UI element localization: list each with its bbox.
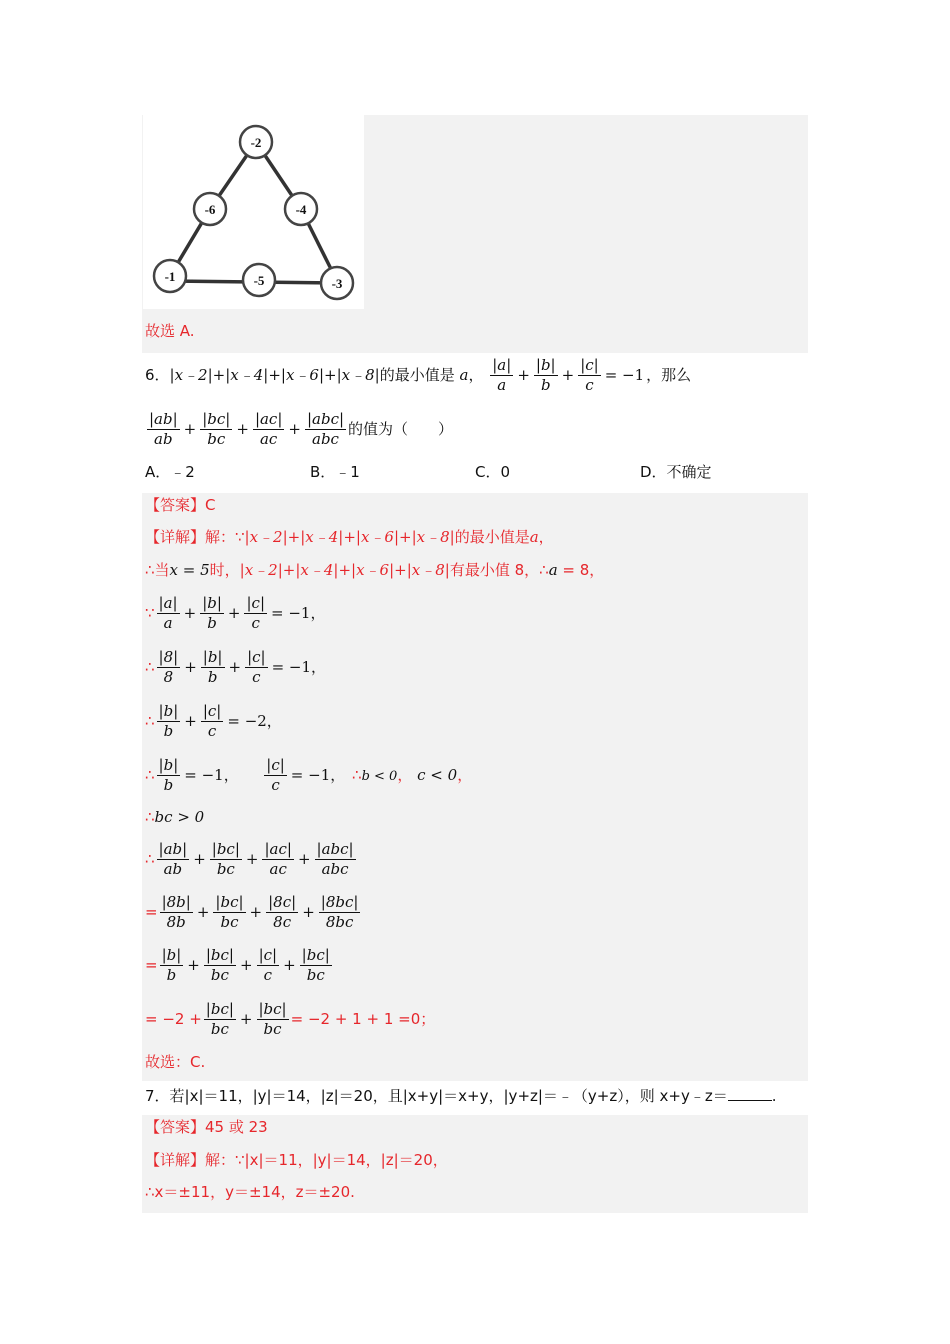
fraction xyxy=(160,946,184,985)
fraction-denominator: b xyxy=(207,668,218,686)
fraction-denominator: b xyxy=(163,722,174,740)
fraction-denominator: 8 xyxy=(163,668,174,686)
q7-stem xyxy=(145,1084,777,1107)
therefore-symbol: ∴ xyxy=(352,766,362,784)
fraction-numerator: |b| xyxy=(161,946,182,964)
q6-step-sub8: ∴ $\frac{|8|}{8}$ + $\frac{|b|}{b}$ + $\frac{|c|}{c}$ = −1， xyxy=(145,648,327,686)
fraction xyxy=(160,893,193,932)
detail-tail: 的最小值是 xyxy=(454,528,530,546)
fraction-denominator: abc xyxy=(312,430,339,448)
fraction xyxy=(204,1000,236,1039)
fraction-denominator: a xyxy=(163,614,173,632)
equals: = xyxy=(145,903,158,921)
separator: ， xyxy=(457,766,473,784)
q6-step-minus2: ∴ $\frac{|b|}{b}$ + $\frac{|c|}{c}$ = −2， xyxy=(145,702,282,740)
q6-number: 6． xyxy=(145,366,170,384)
x-equals-5: x = 5 xyxy=(169,561,210,579)
fraction-numerator: |8c| xyxy=(268,893,297,911)
fraction-numerator: |c| xyxy=(202,702,222,720)
q6-var-a: a xyxy=(459,366,469,384)
fraction-numerator: |bc| xyxy=(211,840,240,858)
fraction xyxy=(201,648,225,687)
node-label: -6 xyxy=(204,202,216,217)
fraction xyxy=(204,946,236,985)
therefore-symbol: ∴ xyxy=(145,808,155,826)
fraction-numerator: |bc| xyxy=(301,946,330,964)
fraction-numerator: |a| xyxy=(158,594,178,612)
fraction xyxy=(266,893,298,932)
fraction-numerator: |8b| xyxy=(161,893,191,911)
text: 有最小值 8，∴ xyxy=(449,561,549,579)
fraction xyxy=(210,840,242,879)
number-triangle-figure xyxy=(143,115,364,309)
answer-blank xyxy=(728,1084,772,1101)
node-label: -2 xyxy=(250,135,262,150)
fraction-denominator: 8b xyxy=(166,913,186,931)
fraction-numerator: |bc| xyxy=(215,893,244,911)
q7-detail-line2: ∴x＝±11，y＝±14，z＝±20. xyxy=(145,1183,355,1201)
q6-step-target: ∴ $\frac{|ab|}{ab}$ + $\frac{|bc|}{bc}$ + $\frac{|ac|}{ac}$ + $\frac{\text{|abc|}}{\text{abc}}$ xyxy=(145,840,354,878)
option-b: B．﹣1 xyxy=(310,463,360,481)
q6-step-s4: = −2 + $\frac{|bc|}{bc}$ + $\frac{|bc|}{bc}$ = −2 + 1 + 1 =0； xyxy=(145,1000,436,1038)
fraction-numerator: |b| xyxy=(158,702,179,720)
fraction-denominator: c xyxy=(207,722,217,740)
therefore-symbol: ∴ xyxy=(145,766,155,784)
node-label: -4 xyxy=(295,202,307,217)
fraction xyxy=(213,893,245,932)
fraction-denominator: b xyxy=(540,376,551,394)
q6-step-bc xyxy=(145,806,204,828)
fraction xyxy=(262,840,293,879)
q6-ask: 的值为（ ） xyxy=(348,420,454,438)
fraction-numerator: |a| xyxy=(492,356,512,374)
therefore-symbol: ∴ xyxy=(145,712,155,730)
triangle-diagram xyxy=(143,115,364,309)
separator: ， xyxy=(397,766,413,784)
s4-tail: = −2 + 1 + 1 =0； xyxy=(290,1010,436,1028)
fraction xyxy=(319,893,361,932)
node-label: -5 xyxy=(253,273,265,288)
q6-abs-expr: |x﹣2|+|x﹣4|+|x﹣6|+|x﹣8| xyxy=(169,366,380,384)
fraction xyxy=(257,946,280,985)
fraction-denominator: a xyxy=(497,376,507,394)
q7-stem-end: . xyxy=(771,1087,777,1105)
q6-comma: ， xyxy=(468,366,484,384)
fraction-denominator: bc xyxy=(210,966,229,984)
eq-minus1: = −1， xyxy=(271,604,326,622)
b-lt-0: b < 0 xyxy=(361,769,398,784)
fraction-denominator: abc xyxy=(321,860,349,878)
fraction xyxy=(257,1000,289,1039)
fraction xyxy=(200,410,232,449)
fraction-denominator: c xyxy=(252,668,261,686)
fraction-numerator: |bc| xyxy=(205,1000,234,1018)
abs-expr: |x﹣2|+|x﹣4|+|x﹣6|+|x﹣8| xyxy=(239,561,450,579)
q6-then: ，那么 xyxy=(646,366,692,384)
q6-eq1: = −1 xyxy=(604,366,645,384)
fraction-numerator: |bc| xyxy=(258,1000,287,1018)
fraction-numerator: |b| xyxy=(202,594,222,612)
fraction-denominator: bc xyxy=(220,913,239,931)
fraction-denominator: ab xyxy=(154,430,173,448)
fraction-denominator: c xyxy=(263,966,273,984)
detail-label: 【详解】解：∵ xyxy=(145,528,245,546)
fraction-denominator: ac xyxy=(269,860,287,878)
fraction xyxy=(157,702,181,741)
fraction xyxy=(578,356,601,395)
q7-stem-text: 7．若|x|＝11，|y|＝14，|z|＝20，且|x+y|＝x+y，|y+z|＝﹣（y+z），则 x+y﹣z＝ xyxy=(145,1087,728,1105)
fraction-denominator: bc xyxy=(306,966,325,984)
fraction-numerator: |ac| xyxy=(254,410,283,428)
fraction-denominator: 8bc xyxy=(325,913,354,931)
fraction-denominator: bc xyxy=(210,1020,229,1038)
fraction-denominator: 8c xyxy=(273,913,292,931)
fraction xyxy=(147,410,180,449)
fraction-denominator: ac xyxy=(259,430,278,448)
q6-step-s3: = $\frac{|b|}{b}$ + $\frac{|bc|}{bc}$ + $\frac{|c|}{c}$ + $\frac{|bc|}{bc}$ xyxy=(145,946,330,984)
fraction-numerator: |ab| xyxy=(158,840,188,858)
fraction xyxy=(200,594,224,633)
abs-expr: |x﹣2|+|x﹣4|+|x﹣6|+|x﹣8| xyxy=(244,528,455,546)
fraction xyxy=(264,756,287,795)
fraction-numerator: |abc| xyxy=(306,410,345,428)
eq-minus1: = −1， xyxy=(271,658,327,676)
fraction-numerator: |b| xyxy=(158,756,179,774)
fraction xyxy=(244,594,267,633)
text: ∴当 xyxy=(145,561,170,579)
fraction-denominator: b xyxy=(207,614,217,632)
fraction-numerator: |ab| xyxy=(149,410,178,428)
fraction-numerator: |c| xyxy=(580,356,599,374)
fraction-denominator: bc xyxy=(207,430,226,448)
fraction-numerator: |8bc| xyxy=(320,893,359,911)
fraction-numerator: |c| xyxy=(258,946,278,964)
comma: ， xyxy=(538,528,554,546)
fraction xyxy=(300,946,332,985)
fraction-denominator: c xyxy=(251,614,260,632)
c-lt-0: c < 0 xyxy=(417,766,458,784)
q7-detail: 【详解】解：∵|x|＝11，|y|＝14，|z|＝20， xyxy=(145,1151,448,1169)
node-label: -1 xyxy=(164,269,176,284)
text: 时， xyxy=(209,561,240,579)
fraction-numerator: |c| xyxy=(246,594,265,612)
var-a: a xyxy=(529,528,539,546)
fraction xyxy=(490,356,513,395)
fraction xyxy=(245,648,268,687)
q6-conclusion: 故选：C. xyxy=(145,1053,206,1071)
fraction-numerator: |ac| xyxy=(264,840,292,858)
fraction-denominator: b xyxy=(163,776,174,794)
because-symbol: ∵ xyxy=(145,604,155,622)
option-a: A．﹣2 xyxy=(145,463,195,481)
fraction xyxy=(157,756,181,795)
s4-lead: = −2 + xyxy=(145,1010,202,1028)
fraction xyxy=(253,410,284,449)
fraction-denominator: c xyxy=(271,776,280,794)
fraction-numerator: |bc| xyxy=(202,410,231,428)
fraction xyxy=(305,410,346,449)
q7-answer: 【答案】45 或 23 xyxy=(145,1118,268,1136)
q6-stem-mid: 的最小值是 xyxy=(379,366,455,384)
fraction xyxy=(157,840,190,879)
fraction-numerator: |b| xyxy=(535,356,556,374)
option-d: D．不确定 xyxy=(640,463,712,481)
fraction xyxy=(157,648,181,687)
fraction-denominator: c xyxy=(585,376,594,394)
var-a: a xyxy=(548,561,558,579)
fraction-numerator: |b| xyxy=(202,648,223,666)
fraction xyxy=(201,702,224,741)
eq-minus1: = −1， xyxy=(290,766,346,784)
fraction-denominator: b xyxy=(166,966,177,984)
eq-minus1: = −1， xyxy=(184,766,239,784)
fraction-denominator: bc xyxy=(216,860,235,878)
fraction xyxy=(315,840,356,879)
node-label: -3 xyxy=(331,276,343,291)
fraction-numerator: |c| xyxy=(247,648,266,666)
q6-answer: 【答案】C xyxy=(145,496,216,514)
q6-detail-line2 xyxy=(145,559,604,581)
equals: = xyxy=(145,956,158,974)
fraction xyxy=(157,594,180,633)
bc-gt-0: bc > 0 xyxy=(154,808,205,826)
fraction xyxy=(534,356,558,395)
fraction-numerator: |c| xyxy=(266,756,285,774)
q6-detail-line1 xyxy=(145,526,554,548)
q6-step-given: ∵ $\frac{|a|}{a}$ + $\frac{|b|}{b}$ + $\frac{|c|}{c}$ = −1， xyxy=(145,594,326,632)
fraction-numerator: |8| xyxy=(158,648,179,666)
q6-stem-line2: $\frac{|ab|}{ab}$ + $\frac{|bc|}{bc}$ + $\frac{|ac|}{ac}$ + $\frac{\text{|abc|}}{\text{abc}}$ 的值为（ ） xyxy=(149,410,454,448)
eq-minus2: = −2， xyxy=(227,712,282,730)
q6-step-signs xyxy=(145,754,472,798)
q6-step-s2: = $\frac{|8b|}{8b}$ + $\frac{|bc|}{bc}$ + $\frac{|8c|}{8c}$ + $\frac{|8bc|}{8bc}$ xyxy=(145,893,359,931)
prev-conclusion: 故选 A. xyxy=(145,322,195,340)
fraction-numerator: |bc| xyxy=(205,946,234,964)
therefore-symbol: ∴ xyxy=(145,850,155,868)
fraction-denominator: ab xyxy=(163,860,183,878)
option-c: C．0 xyxy=(475,463,511,481)
text: = 8， xyxy=(557,561,605,579)
fraction-denominator: bc xyxy=(263,1020,282,1038)
fraction-numerator: |abc| xyxy=(316,840,354,858)
therefore-symbol: ∴ xyxy=(145,658,155,676)
q6-stem-line1: 6．|x﹣2|+|x﹣4|+|x﹣6|+|x﹣8|的最小值是 a， $\frac{|a|}{a}$ + $\frac{|b|}{b}$ + $\frac{|c|}{c}$ = −1 ，那么 xyxy=(145,356,692,394)
